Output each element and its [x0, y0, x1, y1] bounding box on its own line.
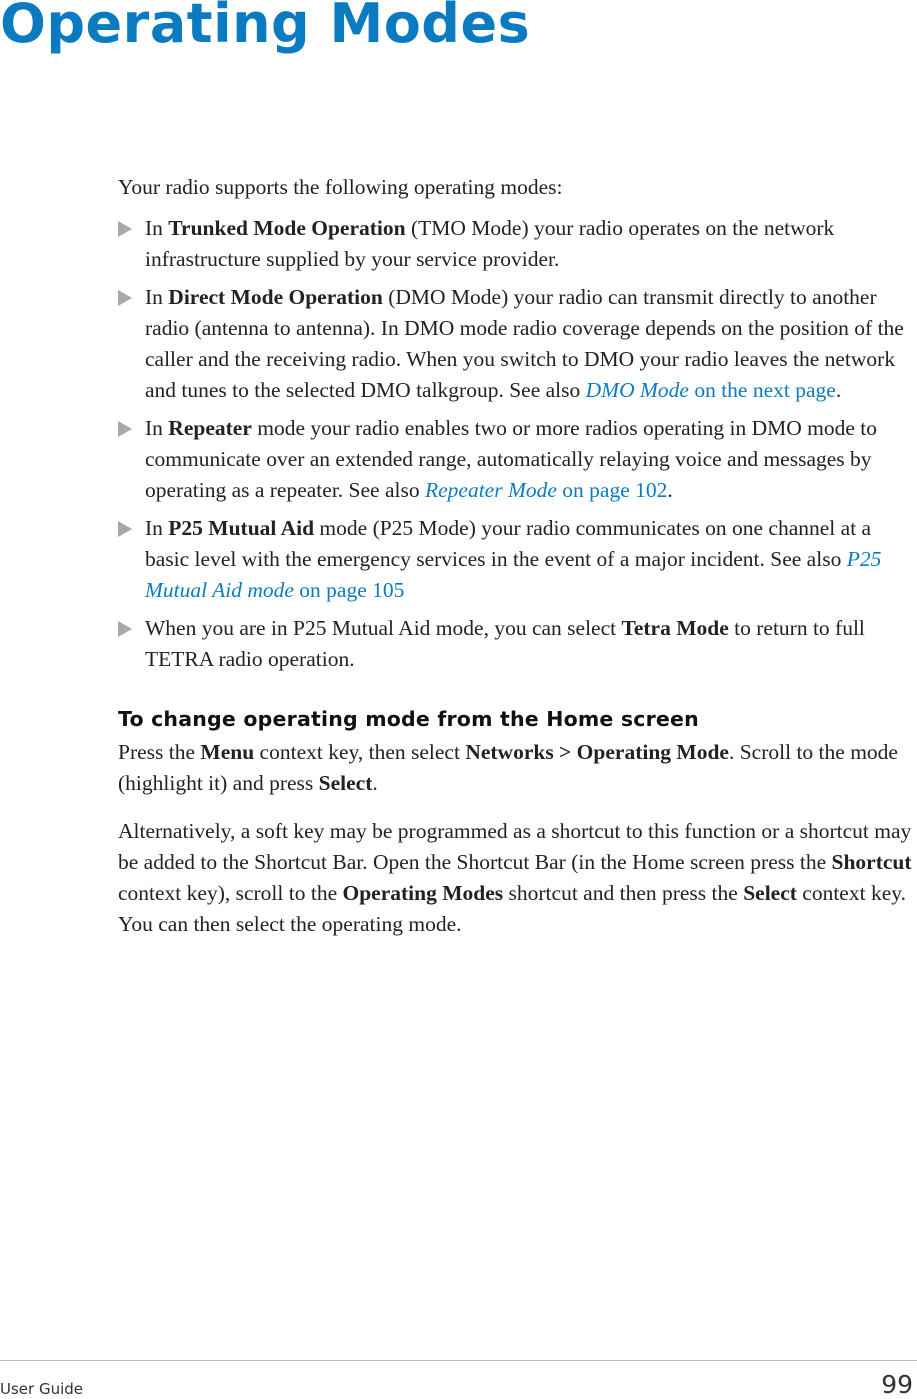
page-title: Operating Modes — [0, 0, 531, 55]
intro-paragraph: Your radio supports the following operating modes: — [118, 175, 563, 199]
list-item-direct-mode: In Direct Mode Operation (DMO Mode) your radio can transmit directly to another radio (antenna to antenna). In DMO mode radio coverage depends on the position of the caller and the receiving radio. When you switch to DMO your radio leaves the network and tunes to the selected DMO talkgroup. See also DMO Mode on the next page. — [118, 282, 915, 406]
main-content — [118, 172, 915, 940]
page-number: 99 — [881, 1370, 913, 1399]
bullet-triangle-icon — [118, 221, 132, 237]
footer-divider — [0, 1360, 917, 1361]
term-tetra-mode: Tetra Mode — [621, 616, 729, 640]
alternative-paragraph: Alternatively, a soft key may be programmed as a shortcut to this function or a shortcut may be added to the Shortcut Bar. Open the Shortcut Bar (in the Home screen press the Shortcut context key), scroll to the Operating Modes shortcut and then press the Select context key. You can then select the operating mode. — [118, 819, 912, 936]
list-item-repeater-mode: In Repeater mode your radio enables two or more radios operating in DMO mode to communicate over an extended range, automatically relaying voice and messages by operating as a repeater. See also Repeater Mode on page 102. — [118, 413, 915, 506]
term-direct-mode: Direct Mode Operation — [168, 285, 383, 309]
key-shortcut: Shortcut — [831, 850, 912, 874]
term-trunked-mode: Trunked Mode Operation — [168, 216, 406, 240]
key-select: Select — [318, 771, 373, 795]
procedure-heading: To change operating mode from the Home screen — [118, 707, 699, 731]
bullet-triangle-icon — [118, 621, 132, 637]
term-p25-mutual-aid: P25 Mutual Aid — [168, 516, 315, 540]
bullet-triangle-icon — [118, 521, 132, 537]
bullet-triangle-icon — [118, 290, 132, 306]
operating-modes-list — [118, 213, 915, 675]
key-select: Select — [743, 881, 797, 905]
shortcut-operating-modes: Operating Modes — [342, 881, 504, 905]
bullet-triangle-icon — [118, 421, 132, 437]
key-menu: Menu — [200, 740, 255, 764]
link-p25-mutual-aid-mode[interactable]: P25 Mutual Aid mode on page 105 — [145, 547, 882, 602]
list-item-trunked-mode: In Trunked Mode Operation (TMO Mode) your radio operates on the network infrastructure supplied by your service provider. — [118, 213, 915, 275]
footer-guide-label: User Guide — [0, 1380, 84, 1398]
link-dmo-mode[interactable]: DMO Mode on the next page — [585, 378, 836, 402]
menu-path: Networks > Operating Mode — [465, 740, 729, 764]
list-item-tetra-mode: When you are in P25 Mutual Aid mode, you can select Tetra Mode to return to full TETRA radio operation. — [118, 613, 915, 675]
list-item-p25-mode: In P25 Mutual Aid mode (P25 Mode) your radio communicates on one channel at a basic level with the emergency services in the event of a major incident. See also P25 Mutual Aid mode on page 105 — [118, 513, 915, 606]
link-repeater-mode[interactable]: Repeater Mode on page 102 — [424, 478, 668, 502]
procedure-step: Press the Menu context key, then select Networks > Operating Mode. Scroll to the mode (highlight it) and press Select. — [118, 740, 898, 795]
term-repeater: Repeater — [168, 416, 252, 440]
